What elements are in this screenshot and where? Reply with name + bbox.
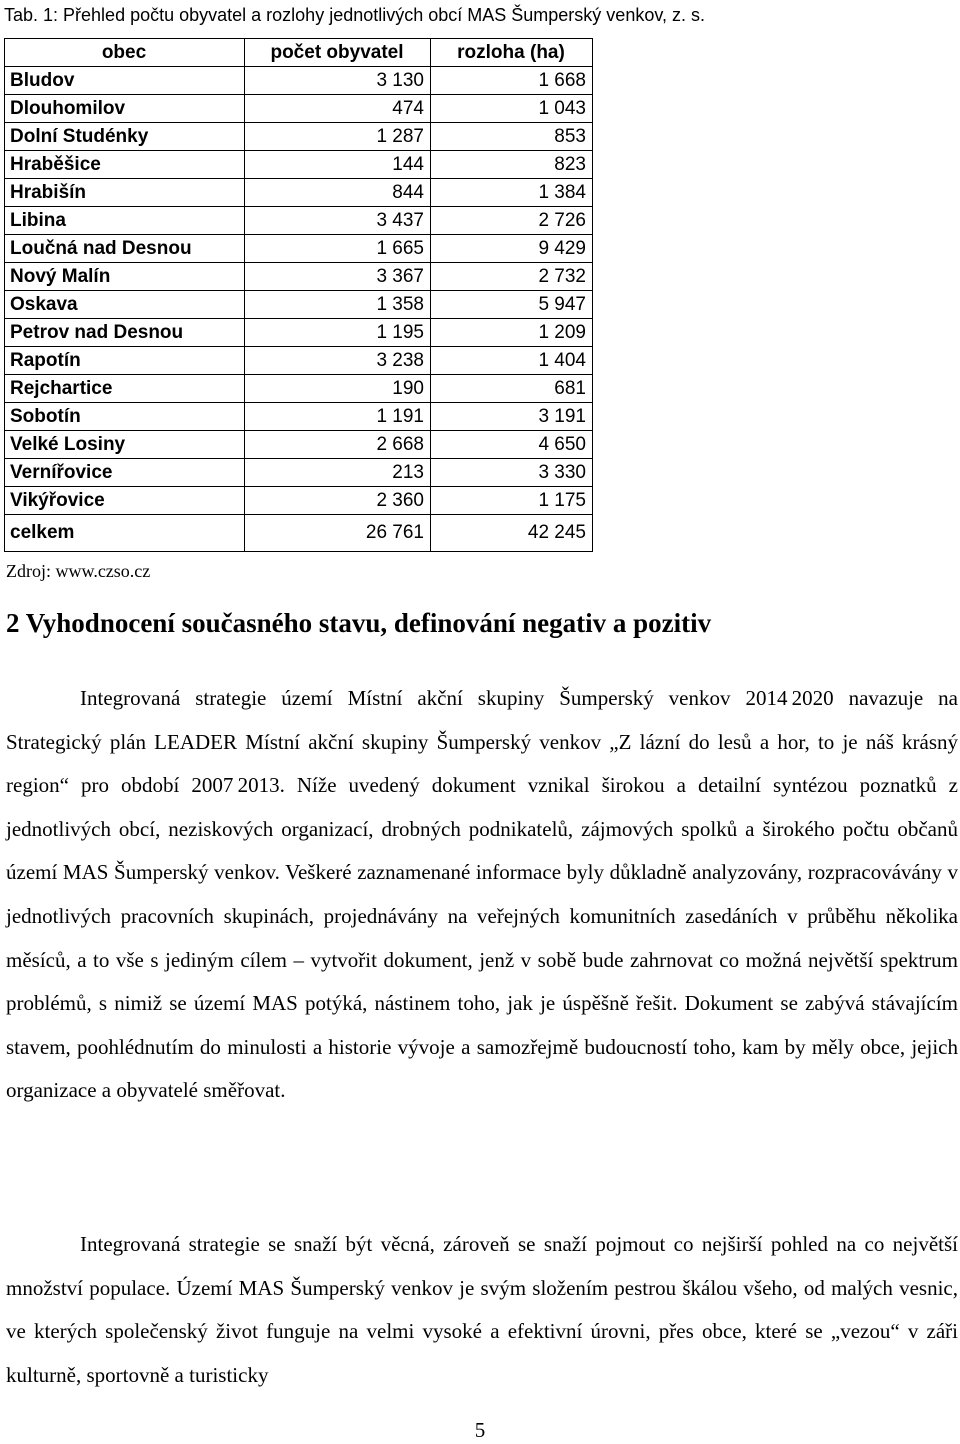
cell-rozloha: 1 175	[431, 487, 593, 515]
cell-obec: Libina	[5, 207, 245, 235]
cell-rozloha: 3 191	[431, 403, 593, 431]
table-source: Zdroj: www.czso.cz	[6, 561, 151, 581]
cell-rozloha: 4 650	[431, 431, 593, 459]
cell-pocet-obyvatel: 3 130	[245, 67, 431, 95]
cell-pocet-obyvatel: 844	[245, 179, 431, 207]
cell-pocet-obyvatel: 144	[245, 151, 431, 179]
table-row	[5, 487, 593, 515]
cell-obec: Rapotín	[5, 347, 245, 375]
cell-rozloha: 1 404	[431, 347, 593, 375]
cell-pocet-obyvatel: 3 437	[245, 207, 431, 235]
table-row	[5, 123, 593, 151]
table-row	[5, 235, 593, 263]
table-header-row	[5, 39, 593, 67]
table-row	[5, 347, 593, 375]
cell-rozloha: 1 384	[431, 179, 593, 207]
header-pocet-obyvatel: počet obyvatel	[245, 39, 431, 67]
cell-obec: Loučná nad Desnou	[5, 235, 245, 263]
cell-obec: Hraběšice	[5, 151, 245, 179]
cell-obec: Dolní Studénky	[5, 123, 245, 151]
paragraph-2: Integrovaná strategie se snaží být věcná, zároveň se snaží pojmout co nejširší pohled na co největší množství populace. Území MAS Šumperský venkov je svým složením pestrou škálou všeho, od malých vesnic, ve kterých společenský život funguje na velmi vysoké a efektivní úrovni, přes obce, které se „vezou“ v záři kulturně, sportovně a turisticky	[6, 1232, 958, 1387]
table-row	[5, 95, 593, 123]
cell-rozloha: 1 668	[431, 67, 593, 95]
table-row	[5, 151, 593, 179]
table-row	[5, 403, 593, 431]
table-row	[5, 459, 593, 487]
table-total-row	[5, 515, 593, 552]
cell-rozloha: 3 330	[431, 459, 593, 487]
table-row	[5, 263, 593, 291]
cell-obec: Sobotín	[5, 403, 245, 431]
population-table-container	[4, 38, 593, 552]
table-row	[5, 431, 593, 459]
table-row	[5, 67, 593, 95]
cell-pocet-obyvatel: 1 358	[245, 291, 431, 319]
cell-pocet-obyvatel: 1 287	[245, 123, 431, 151]
cell-obec: Rejchartice	[5, 375, 245, 403]
table-row	[5, 375, 593, 403]
population-table	[4, 38, 593, 552]
cell-obec: Velké Losiny	[5, 431, 245, 459]
cell-obec: Dlouhomilov	[5, 95, 245, 123]
paragraph-1: Integrovaná strategie území Místní akční skupiny Šumperský venkov 2014 2020 navazuje na Strategický plán LEADER Místní akční skupiny Šumperský venkov „Z lázní do lesů a hor, to je náš krásný region“ pro období 2007 2013. Níže uvedený dokument vznikal širokou a detailní syntézou poznatků z jednotlivých obcí, neziskových organizací, drobných podnikatelů, zájmových spolků a širokého počtu občanů území MAS Šumperský venkov. Veškeré zaznamenané informace byly důkladně analyzovány, rozpracovávány v jednotlivých pracovních skupinách, projednávány na veřejných komunitních zasedáních v průběhu několika měsíců, a to vše s jediným cílem – vytvořit dokument, jenž v sobě bude zahrnovat co možná největší spektrum problémů, s nimiž se území MAS potýká, nástinem toho, jak je úspěšně řešit. Dokument se zabývá stávajícím stavem, poohlédnutím do minulosti a historie vývoje a samozřejmě budoucností toho, kam by měly obce, jejich organizace a obyvatelé směřovat.	[6, 686, 958, 1103]
cell-pocet-obyvatel: 1 195	[245, 319, 431, 347]
cell-pocet-obyvatel: 1 665	[245, 235, 431, 263]
cell-rozloha: 5 947	[431, 291, 593, 319]
cell-rozloha: 1 209	[431, 319, 593, 347]
cell-pocet-obyvatel: 190	[245, 375, 431, 403]
cell-rozloha: 1 043	[431, 95, 593, 123]
cell-pocet-obyvatel: 1 191	[245, 403, 431, 431]
cell-rozloha: 9 429	[431, 235, 593, 263]
cell-rozloha: 2 726	[431, 207, 593, 235]
cell-pocet-obyvatel: 2 668	[245, 431, 431, 459]
cell-total-rozloha: 42 245	[431, 515, 593, 552]
section-heading: 2 Vyhodnocení současného stavu, definování negativ a pozitiv	[6, 608, 712, 638]
cell-pocet-obyvatel: 2 360	[245, 487, 431, 515]
cell-rozloha: 2 732	[431, 263, 593, 291]
cell-rozloha: 853	[431, 123, 593, 151]
table-row	[5, 207, 593, 235]
table-row	[5, 319, 593, 347]
cell-obec: Vernířovice	[5, 459, 245, 487]
table-body	[5, 67, 593, 552]
cell-obec: Vikýřovice	[5, 487, 245, 515]
table-caption: Tab. 1: Přehled počtu obyvatel a rozlohy jednotlivých obcí MAS Šumperský venkov, z. s.	[4, 5, 706, 25]
cell-obec: Nový Malín	[5, 263, 245, 291]
cell-pocet-obyvatel: 474	[245, 95, 431, 123]
cell-total-label: celkem	[5, 515, 245, 552]
cell-pocet-obyvatel: 3 238	[245, 347, 431, 375]
cell-rozloha: 823	[431, 151, 593, 179]
cell-rozloha: 681	[431, 375, 593, 403]
cell-obec: Oskava	[5, 291, 245, 319]
cell-obec: Petrov nad Desnou	[5, 319, 245, 347]
table-row	[5, 291, 593, 319]
header-obec: obec	[5, 39, 245, 67]
page-number: 5	[474, 1418, 486, 1442]
cell-obec: Hrabišín	[5, 179, 245, 207]
cell-total-obyvatel: 26 761	[245, 515, 431, 552]
header-rozloha: rozloha (ha)	[431, 39, 593, 67]
table-row	[5, 179, 593, 207]
cell-pocet-obyvatel: 3 367	[245, 263, 431, 291]
cell-obec: Bludov	[5, 67, 245, 95]
cell-pocet-obyvatel: 213	[245, 459, 431, 487]
